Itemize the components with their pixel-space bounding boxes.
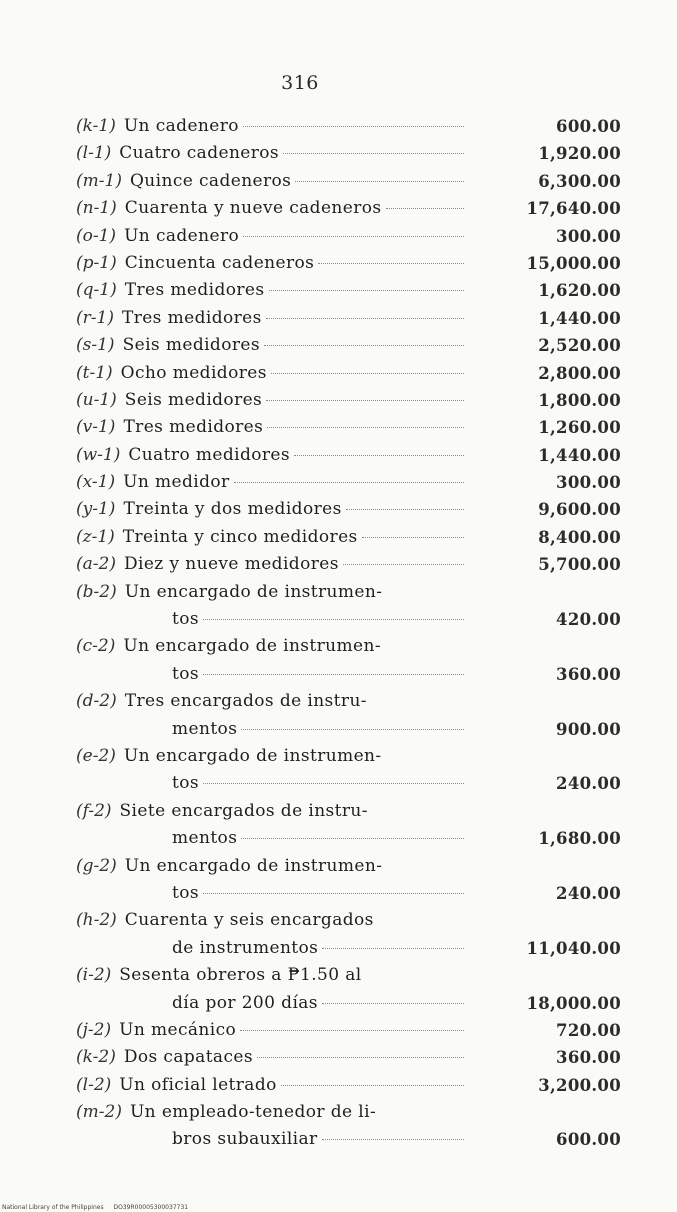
entry-description: mentos xyxy=(172,718,238,739)
dot-leader xyxy=(294,455,464,456)
entry-code: (v-1) xyxy=(76,417,116,438)
entry-description: Tres medidores xyxy=(121,307,262,328)
entry-amount: 300.00 xyxy=(556,226,621,246)
page-number: 316 xyxy=(281,72,319,94)
entry-continuation-line xyxy=(76,990,621,1017)
entry-code: (l-2) xyxy=(76,1074,112,1095)
entry-description: Un cadenero xyxy=(124,225,240,246)
entry-description: Seis medidores xyxy=(122,335,260,356)
entry-description: Un encargado de instrumen- xyxy=(123,636,382,657)
entry-line xyxy=(76,442,621,469)
entry-description: tos xyxy=(172,609,199,630)
entry-code: (y-1) xyxy=(76,499,116,520)
entry-description: Siete encargados de instru- xyxy=(119,800,368,821)
budget-entry xyxy=(76,250,621,277)
dot-leader xyxy=(241,729,464,730)
entry-continuation-line xyxy=(76,606,621,633)
entry-amount: 900.00 xyxy=(556,719,621,739)
entry-amount: 1,260.00 xyxy=(538,418,621,438)
entry-line xyxy=(76,688,621,715)
entry-code: (h-2) xyxy=(76,910,117,931)
budget-entry xyxy=(76,524,621,551)
dot-leader xyxy=(267,427,464,428)
dot-leader xyxy=(234,482,464,483)
entry-description: bros subauxiliar xyxy=(172,1129,318,1150)
scan-identifier: DO39R00005300037731 xyxy=(113,1204,189,1211)
budget-entry xyxy=(76,469,621,496)
entry-description: Diez y nueve medidores xyxy=(123,554,339,575)
entry-line xyxy=(76,633,621,660)
entry-continuation-line xyxy=(76,935,621,962)
entry-line xyxy=(76,853,621,880)
entry-code: (u-1) xyxy=(76,389,117,410)
entry-amount: 3,200.00 xyxy=(538,1075,621,1095)
entry-amount: 1,680.00 xyxy=(538,829,621,849)
entry-description: Tres medidores xyxy=(123,417,264,438)
entry-code: (z-1) xyxy=(76,526,115,547)
entry-code: (i-2) xyxy=(76,965,112,986)
dot-leader xyxy=(203,674,464,675)
budget-entry xyxy=(76,962,621,1017)
entry-amount: 2,800.00 xyxy=(538,363,621,383)
entry-line xyxy=(76,743,621,770)
budget-entry xyxy=(76,579,621,634)
entry-amount: 1,800.00 xyxy=(538,390,621,410)
dot-leader xyxy=(241,838,464,839)
entry-description: Un encargado de instrumen- xyxy=(124,581,383,602)
entry-code: (a-2) xyxy=(76,554,116,575)
entry-description: Ocho medidores xyxy=(120,362,267,383)
entry-description: tos xyxy=(172,663,199,684)
entry-continuation-line xyxy=(76,716,621,743)
entry-line xyxy=(76,962,621,989)
library-credit: National Library of the Philippines xyxy=(2,1204,104,1211)
budget-entry xyxy=(76,853,621,908)
entry-code: (f-2) xyxy=(76,800,112,821)
entry-amount: 240.00 xyxy=(556,774,621,794)
entry-amount: 8,400.00 xyxy=(538,527,621,547)
entry-continuation-line xyxy=(76,661,621,688)
dot-leader xyxy=(243,236,464,237)
entry-description: de instrumentos xyxy=(172,937,319,958)
budget-entry xyxy=(76,113,621,140)
entry-code: (s-1) xyxy=(76,335,115,356)
entry-description: tos xyxy=(172,773,199,794)
budget-entry xyxy=(76,414,621,441)
entry-amount: 1,440.00 xyxy=(538,445,621,465)
entry-description: Sesenta obreros a ₱1.50 al xyxy=(119,965,362,986)
entry-amount: 18,000.00 xyxy=(526,993,621,1013)
entry-amount: 1,620.00 xyxy=(538,281,621,301)
entry-amount: 600.00 xyxy=(556,117,621,136)
entry-code: (w-1) xyxy=(76,444,121,465)
entry-line xyxy=(76,1072,621,1099)
entry-description: Cuatro medidores xyxy=(128,444,291,465)
dot-leader xyxy=(346,509,464,510)
entry-code: (e-2) xyxy=(76,745,116,766)
dot-leader xyxy=(203,619,464,620)
budget-entry xyxy=(76,1072,621,1099)
entry-description: Cuarenta y seis encargados xyxy=(124,910,374,931)
dot-leader xyxy=(322,1003,464,1004)
entry-code: (g-2) xyxy=(76,855,117,876)
entry-code: (k-2) xyxy=(76,1047,116,1068)
budget-entry xyxy=(76,195,621,222)
entry-description: Cincuenta cadeneros xyxy=(124,252,315,273)
budget-entry xyxy=(76,332,621,359)
dot-leader xyxy=(343,564,464,565)
dot-leader xyxy=(362,537,464,538)
entry-code: (r-1) xyxy=(76,307,114,328)
entry-description: Un mecánico xyxy=(119,1019,237,1040)
scan-footer xyxy=(2,1204,196,1211)
entry-description: Un encargado de instrumen- xyxy=(124,855,383,876)
budget-entry xyxy=(76,798,621,853)
entry-line xyxy=(76,798,621,825)
dot-leader xyxy=(243,126,464,127)
budget-entry xyxy=(76,633,621,688)
budget-entry xyxy=(76,907,621,962)
entry-amount: 15,000.00 xyxy=(526,253,621,273)
entry-line xyxy=(76,1017,621,1044)
entry-amount: 5,700.00 xyxy=(538,555,621,575)
entry-description: día por 200 días xyxy=(172,992,318,1013)
entry-code: (d-2) xyxy=(76,691,117,712)
budget-entry xyxy=(76,442,621,469)
entry-line xyxy=(76,113,621,140)
entry-description: Quince cadeneros xyxy=(129,170,292,191)
budget-entry xyxy=(76,277,621,304)
entry-amount: 360.00 xyxy=(556,664,621,684)
budget-entry xyxy=(76,360,621,387)
entry-code: (k-1) xyxy=(76,116,116,136)
entry-code: (m-2) xyxy=(76,1102,122,1123)
dot-leader xyxy=(322,948,464,949)
entry-description: Treinta y dos medidores xyxy=(123,499,342,520)
entry-code: (t-1) xyxy=(76,362,113,383)
entry-line xyxy=(76,332,621,359)
entry-line xyxy=(76,168,621,195)
budget-entry xyxy=(76,496,621,523)
entry-description: tos xyxy=(172,882,199,903)
dot-leader xyxy=(271,373,464,374)
entry-line xyxy=(76,469,621,496)
entry-description: Un medidor xyxy=(123,472,230,493)
entry-amount: 9,600.00 xyxy=(538,500,621,520)
entry-code: (q-1) xyxy=(76,280,117,301)
entry-line xyxy=(76,223,621,250)
entry-line xyxy=(76,305,621,332)
dot-leader xyxy=(322,1139,464,1140)
entry-code: (x-1) xyxy=(76,472,116,493)
entry-line xyxy=(76,250,621,277)
entry-description: Tres encargados de instru- xyxy=(124,691,367,712)
entry-code: (j-2) xyxy=(76,1019,112,1040)
entry-line xyxy=(76,579,621,606)
entry-line xyxy=(76,1044,621,1071)
budget-entry xyxy=(76,168,621,195)
entry-line xyxy=(76,414,621,441)
entry-code: (b-2) xyxy=(76,581,117,602)
entry-amount: 6,300.00 xyxy=(538,171,621,191)
dot-leader xyxy=(257,1057,464,1058)
dot-leader xyxy=(264,345,464,346)
entry-line xyxy=(76,140,621,167)
entry-description: Un empleado-tenedor de li- xyxy=(129,1102,377,1123)
dot-leader xyxy=(295,181,464,182)
dot-leader xyxy=(269,290,464,291)
entry-code: (m-1) xyxy=(76,170,122,191)
entry-description: mentos xyxy=(172,828,238,849)
dot-leader xyxy=(240,1030,464,1031)
entry-continuation-line xyxy=(76,770,621,797)
entry-code: (o-1) xyxy=(76,225,117,246)
entry-line xyxy=(76,524,621,551)
entry-amount: 2,520.00 xyxy=(538,336,621,356)
entry-amount: 1,920.00 xyxy=(538,144,621,164)
budget-entry xyxy=(76,387,621,414)
entry-amount: 360.00 xyxy=(556,1048,621,1068)
entry-code: (n-1) xyxy=(76,198,117,219)
entry-description: Treinta y cinco medidores xyxy=(122,526,358,547)
dot-leader xyxy=(386,208,464,209)
entry-amount: 720.00 xyxy=(556,1020,621,1040)
entry-code: (p-1) xyxy=(76,252,117,273)
entry-amount: 240.00 xyxy=(556,883,621,903)
dot-leader xyxy=(281,1085,464,1086)
entry-amount: 600.00 xyxy=(556,1130,621,1150)
dot-leader xyxy=(283,153,464,154)
entry-line xyxy=(76,277,621,304)
entry-amount: 420.00 xyxy=(556,610,621,630)
budget-entry xyxy=(76,223,621,250)
entry-description: Tres medidores xyxy=(124,280,265,301)
entry-amount: 300.00 xyxy=(556,473,621,493)
dot-leader xyxy=(266,318,464,319)
entry-description: Seis medidores xyxy=(124,389,263,410)
entry-description: Cuarenta y nueve cadeneros xyxy=(124,198,382,219)
entry-list xyxy=(76,113,621,1154)
entry-description: Cuatro cadeneros xyxy=(119,143,280,164)
dot-leader xyxy=(266,400,464,401)
entry-continuation-line xyxy=(76,880,621,907)
entry-description: Un encargado de instrumen- xyxy=(123,745,382,766)
entry-amount: 17,640.00 xyxy=(526,199,621,219)
budget-entry xyxy=(76,1017,621,1044)
entry-description: Dos capataces xyxy=(123,1047,253,1068)
entry-line xyxy=(76,551,621,578)
budget-entry xyxy=(76,551,621,578)
entry-line xyxy=(76,496,621,523)
entry-line xyxy=(76,387,621,414)
entry-code: (l-1) xyxy=(76,143,112,164)
budget-entry xyxy=(76,305,621,332)
dot-leader xyxy=(203,893,464,894)
entry-continuation-line xyxy=(76,1126,621,1153)
dot-leader xyxy=(203,783,464,784)
dot-leader xyxy=(318,263,464,264)
entry-continuation-line xyxy=(76,825,621,852)
entry-line xyxy=(76,195,621,222)
entry-description: Un oficial letrado xyxy=(119,1074,277,1095)
entry-code: (c-2) xyxy=(76,636,116,657)
entry-line xyxy=(76,1099,621,1126)
entry-description: Un cadenero xyxy=(123,116,239,136)
entry-line xyxy=(76,907,621,934)
budget-entry xyxy=(76,743,621,798)
entry-amount: 11,040.00 xyxy=(526,938,621,958)
budget-entry xyxy=(76,1044,621,1071)
budget-entry xyxy=(76,688,621,743)
entry-amount: 1,440.00 xyxy=(538,308,621,328)
entry-line xyxy=(76,360,621,387)
budget-entry xyxy=(76,140,621,167)
budget-entry xyxy=(76,1099,621,1154)
